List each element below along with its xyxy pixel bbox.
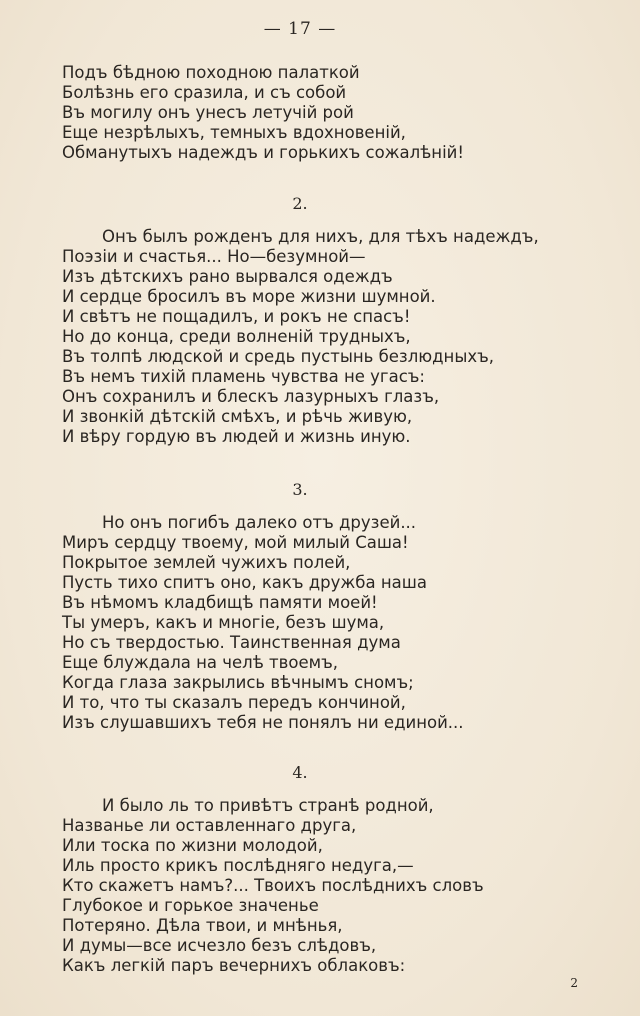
poem-line: Ты умеръ, какъ и многіе, безъ шума, <box>62 613 385 632</box>
poem-line: Изъ дѣтскихъ рано вырвался одеждъ <box>62 267 393 286</box>
poem-line: И звонкій дѣтскій смѣхъ, и рѣчь живую, <box>62 407 413 426</box>
poem-line: Но съ твердостью. Таинственная дума <box>62 633 401 652</box>
section-number: 4. <box>292 763 308 782</box>
poem-line: Еще блуждала на челѣ твоемъ, <box>62 653 338 672</box>
poem-line: Пусть тихо спитъ оно, какъ дружба наша <box>62 573 427 592</box>
poem-line: Иль просто крикъ послѣдняго недуга,— <box>62 856 414 875</box>
poem-line: Поэзіи и счастья... Но—безумной— <box>62 247 366 266</box>
poem-line: Еще незрѣлыхъ, темныхъ вдохновеній, <box>62 123 406 142</box>
poem-line: Въ немъ тихій пламень чувства не угасъ: <box>62 367 425 386</box>
poem-line: И то, что ты сказалъ передъ кончиной, <box>62 693 406 712</box>
poem-line: Покрытое землей чужихъ полей, <box>62 553 351 572</box>
stanza-3 <box>62 513 582 733</box>
poem-line: И свѣтъ не пощадилъ, и рокъ не спасъ! <box>62 307 411 326</box>
stanza-continuation <box>62 63 582 163</box>
poem-line: Въ нѣмомъ кладбищѣ памяти моей! <box>62 593 378 612</box>
section-number: 3. <box>292 480 308 499</box>
signature-mark: 2 <box>570 976 578 990</box>
page-number: — 17 — <box>263 19 337 39</box>
section-number: 2. <box>292 194 308 213</box>
poem-line: И думы—все исчезло безъ слѣдовъ, <box>62 936 377 955</box>
poem-line: Онъ сохранилъ и блескъ лазурныхъ глазъ, <box>62 387 440 406</box>
poem-line: Какъ легкій паръ вечернихъ облаковъ: <box>62 956 406 975</box>
poem-line: Болѣзнь его сразила, и съ собой <box>62 83 347 102</box>
poem-line: Изъ слушавшихъ тебя не понялъ ни единой... <box>62 713 464 732</box>
poem-line: Подъ бѣдною походною палаткой <box>62 63 360 82</box>
poem-line: Но онъ погибъ далеко отъ друзей... <box>102 513 417 532</box>
stanza-2 <box>62 227 582 447</box>
poem-line: Кто скажетъ намъ?... Твоихъ послѣднихъ словъ <box>62 876 484 895</box>
poem-line: Миръ сердцу твоему, мой милый Саша! <box>62 533 409 552</box>
poem-line: Онъ былъ рожденъ для нихъ, для тѣхъ надеждъ, <box>102 227 539 246</box>
poem-line: Въ толпѣ людской и средь пустынь безлюдныхъ, <box>62 347 495 366</box>
poem-line: Глубокое и горькое значенье <box>62 896 319 915</box>
poem-line: Обманутыхъ надеждъ и горькихъ сожалѣній! <box>62 143 464 162</box>
stanza-4 <box>62 796 582 976</box>
poem-line: Когда глаза закрылись вѣчнымъ сномъ; <box>62 673 414 692</box>
poem-line: Или тоска по жизни молодой, <box>62 836 323 855</box>
poem-line: И было ль то привѣтъ странѣ родной, <box>102 796 434 815</box>
poem-line: Потеряно. Дѣла твои, и мнѣнья, <box>62 916 343 935</box>
poem-line: Но до конца, среди волненій трудныхъ, <box>62 327 411 346</box>
poem-line: Въ могилу онъ унесъ летучій рой <box>62 103 354 122</box>
poem-line: И вѣру гордую въ людей и жизнь иную. <box>62 427 411 446</box>
poem-line: Названье ли оставленнаго друга, <box>62 816 357 835</box>
poem-line: И сердце бросилъ въ море жизни шумной. <box>62 287 436 306</box>
